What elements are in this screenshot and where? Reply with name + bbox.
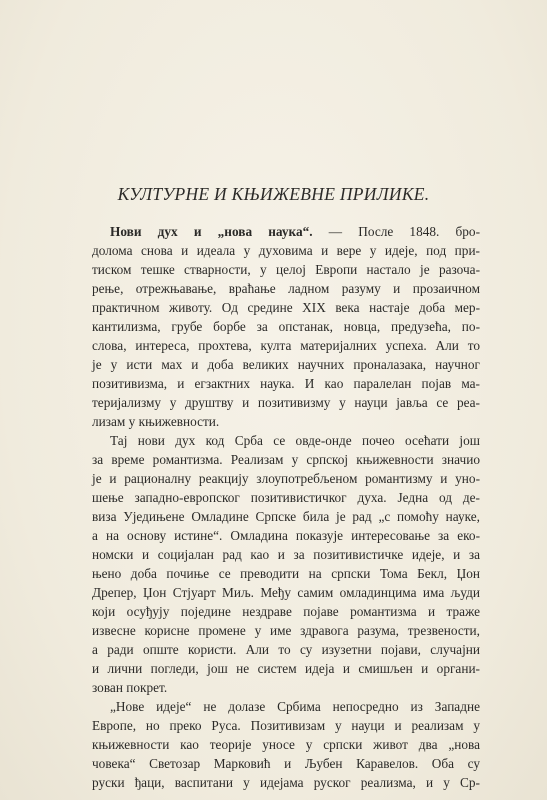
text-line: долома снова и идеала у духовима и вере у идеје, под при-: [92, 243, 480, 258]
text-line: а ради опште користи. Али то су изузетни појави, случајни: [92, 642, 480, 657]
text-line: тиском тешке стварности, у целој Европи настало је разоча-: [92, 262, 480, 277]
text-line: а на основу истине“. Омладина показује интересовање за еко-: [92, 528, 480, 543]
text-line: шење западно-европског позитивистичког духа. Једна од де-: [92, 490, 480, 505]
text-line: теријализму у друштву и позитивизму у науци јавља се реа-: [92, 395, 480, 410]
text-line: њено доба почиње се преводити на српски Тома Бекл, Џон: [92, 566, 480, 581]
text-line: лизам у књижевности.: [92, 414, 220, 429]
text-line: који осуђују поједине нездраве појаве романтизма и траже: [92, 604, 480, 619]
text-line: је у исти мах и доба великих научних проналазака, научног: [92, 357, 480, 372]
text-line: Дрепер, Џон Стјуарт Миљ. Међу самим омладинцима има људи: [92, 585, 480, 600]
text-line: и лични погледи, још не систем идеја и смишљен и органи-: [92, 661, 480, 676]
chapter-heading: КУЛТУРНЕ И КЊИЖЕВНЕ ПРИЛИКЕ.: [117, 184, 430, 204]
text-line: Нови дух и „нова наука“. — После 1848. бро-: [110, 224, 480, 239]
text-line: руски ђаци, васпитани у идејама руског реализма, и у Ср-: [92, 775, 480, 790]
text-line: практичном животу. Од средине XIX века настаје доба мер-: [92, 300, 480, 315]
text-line: виза Уједињене Омладине Српске била је рад „с помоћу науке,: [92, 509, 480, 524]
text-line: рење, отрежњавање, враћање ладном разуму и прозаичном: [92, 281, 480, 296]
text-line: слова, интереса, прохтева, култа материјалних успеха. Али то: [92, 338, 480, 353]
text-line: човека“ Светозар Марковић и Љубен Каравелов. Оба су: [92, 756, 480, 771]
text-line: номски и социјалан рад као и за позитивистичке идеје, и за: [92, 547, 480, 562]
section-lead: Нови дух и „нова наука“.: [110, 224, 313, 239]
text-line: „Нове идеје“ не долазе Србима непосредно из Западне: [110, 699, 480, 714]
text-line: зован покрет.: [92, 680, 168, 695]
text-line: кантилизма, грубе борбе за опстанак, новца, предузећа, по-: [92, 319, 480, 334]
text-line: позитивизма, и егзактних наука. И као паралелан појав ма-: [92, 376, 480, 391]
text-line: Тај нови дух код Срба се овде-онде почео осећати још: [110, 433, 480, 448]
text-line: Европе, но преко Руса. Позитивизам у науци и реализам у: [92, 718, 480, 733]
text-line: књижевности као теорије уносе у српски живот два „нова: [92, 737, 480, 752]
body-text: [92, 222, 480, 792]
text-line: за време романтизма. Реализам у српској књижевности значио: [92, 452, 480, 467]
text-line: извесне корисне промене у име здравога разума, трезвености,: [92, 623, 480, 638]
text-line: је и рационалну реакцију злоупотребљеном романтизму и уно-: [92, 471, 480, 486]
